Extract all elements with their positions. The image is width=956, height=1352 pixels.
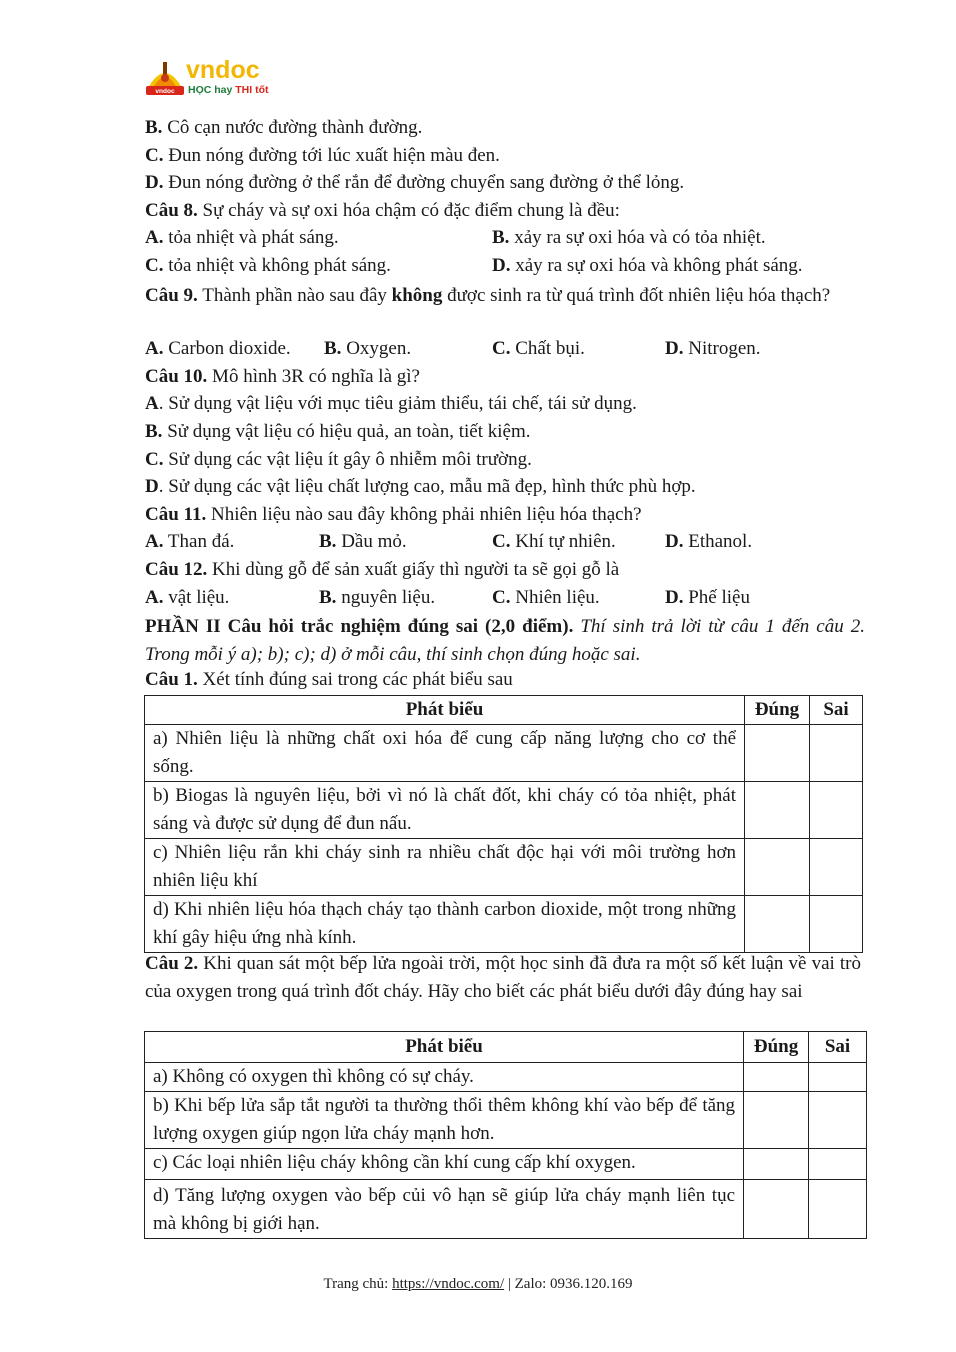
logo-tagline-2: THI tốt: [235, 84, 269, 96]
statement-a: a) Không có oxygen thì không có sự cháy.: [145, 1063, 744, 1092]
header-statement: Phát biểu: [145, 1032, 744, 1063]
tf-q1-stem: [145, 668, 513, 692]
question-label: Câu 9.: [145, 285, 198, 306]
q10-option-b: [145, 420, 531, 444]
option-text: Sử dụng các vật liệu ít gây ô nhiễm môi trường.: [168, 449, 532, 470]
question-label: Câu 8.: [145, 200, 198, 221]
option-letter: C.: [145, 255, 164, 276]
option-text: . Sử dụng vật liệu với mục tiêu giảm thiểu, tái chế, tái sử dụng.: [158, 393, 637, 414]
question-text: Sự cháy và sự oxi hóa chậm có đặc điểm chung là đều:: [202, 200, 620, 221]
header-false: Sai: [810, 696, 863, 725]
statement-d: d) Tăng lượng oxygen vào bếp củi vô hạn sẽ giúp lửa cháy mạnh liên tục mà không bị giới hạn.: [145, 1180, 744, 1239]
logo-tagline: [188, 84, 269, 96]
question-label: Câu 11.: [145, 504, 207, 525]
logo-badge-text: vndoc: [155, 88, 175, 95]
question-text: Khi dùng gỗ để sản xuất giấy thì người ta sẽ gọi gỗ là: [212, 559, 620, 580]
false-cell-b[interactable]: [809, 1092, 867, 1149]
question-text: Nhiên liệu nào sau đây không phải nhiên liệu hóa thạch?: [211, 504, 642, 525]
question-text: Mô hình 3R có nghĩa là gì?: [212, 366, 420, 387]
option-letter: C.: [145, 449, 164, 470]
part2-heading: [145, 613, 865, 668]
false-cell-d[interactable]: [810, 896, 863, 953]
question-label: Câu 2.: [145, 953, 199, 974]
option-letter: D: [145, 476, 159, 497]
option-text: Phế liệu: [688, 587, 750, 608]
table-row: [145, 725, 863, 782]
tf-q2-stem: [145, 950, 861, 1005]
option-letter: B.: [145, 117, 163, 138]
statement-c: c) Nhiên liệu rắn khi cháy sinh ra nhiều chất độc hại với môi trường hơn nhiên liệu khí: [145, 839, 745, 896]
true-cell-c[interactable]: [744, 1149, 809, 1180]
option-text: Khí tự nhiên.: [515, 531, 616, 552]
header-statement: Phát biểu: [145, 696, 745, 725]
q12-option-a: [145, 586, 229, 610]
option-letter: A.: [145, 587, 164, 608]
option-letter: A.: [145, 531, 164, 552]
question-text: Xét tính đúng sai trong các phát biểu sau: [202, 669, 513, 690]
false-cell-b[interactable]: [810, 782, 863, 839]
option-text: Sử dụng vật liệu có hiệu quả, an toàn, tiết kiệm.: [167, 421, 531, 442]
option-letter: B.: [319, 531, 337, 552]
footer-contact: | Zalo: 0936.120.169: [504, 1276, 633, 1292]
q8-option-d: [492, 254, 803, 278]
true-cell-c[interactable]: [745, 839, 810, 896]
logo-tagline-1: HỌC hay: [188, 84, 233, 96]
option-text: Nitrogen.: [688, 338, 761, 359]
option-letter: D.: [665, 338, 684, 359]
question-text: Thành phần nào sau đây: [202, 285, 387, 306]
q8-option-a: [145, 226, 339, 250]
footer-home-link[interactable]: https://vndoc.com/: [392, 1276, 505, 1292]
true-cell-b[interactable]: [745, 782, 810, 839]
q8-stem: [145, 199, 620, 223]
true-cell-b[interactable]: [744, 1092, 809, 1149]
question-label: Câu 10.: [145, 366, 208, 387]
option-letter: A.: [145, 227, 164, 248]
option-text: Chất bụi.: [515, 338, 585, 359]
option-text: Đun nóng đường ở thể rắn để đường chuyển sang đường ở thể lỏng.: [168, 172, 685, 193]
q10-option-d: [145, 475, 696, 499]
false-cell-d[interactable]: [809, 1180, 867, 1239]
option-text: xảy ra sự oxi hóa và không phát sáng.: [515, 255, 803, 276]
q9-option-c: [492, 337, 585, 361]
vndoc-logo: [144, 58, 284, 102]
q12-stem: [145, 558, 619, 582]
page-footer: [0, 1276, 956, 1293]
statement-d: d) Khi nhiên liệu hóa thạch cháy tạo thành carbon dioxide, một trong những khí gây hiệu ứng nhà kính.: [145, 896, 745, 953]
q8-option-c: [145, 254, 391, 278]
option-text: Dầu mỏ.: [341, 531, 407, 552]
table-header-row: [145, 696, 863, 725]
table-row: [145, 782, 863, 839]
false-cell-a[interactable]: [810, 725, 863, 782]
q9-option-d: [665, 337, 761, 361]
tf-q1-table: [144, 695, 863, 953]
q8-option-b: [492, 226, 766, 250]
q9-option-a: [145, 337, 291, 361]
option-text: Oxygen.: [346, 338, 412, 359]
q11-option-b: [319, 530, 407, 554]
option-text: tỏa nhiệt và không phát sáng.: [168, 255, 391, 276]
part2-title: PHẦN II Câu hỏi trắc nghiệm đúng sai (2,0 điểm).: [145, 616, 574, 637]
option-letter: D.: [665, 531, 684, 552]
false-cell-c[interactable]: [809, 1149, 867, 1180]
table-row: [145, 1180, 867, 1239]
q10-option-c: [145, 448, 532, 472]
statement-b: b) Biogas là nguyên liệu, bởi vì nó là chất đốt, khi cháy có tỏa nhiệt, phát sáng và được sử dụng để đun nấu.: [145, 782, 745, 839]
q12-option-b: [319, 586, 435, 610]
table-header-row: [145, 1032, 867, 1063]
part2-instruction: Thí sinh trả lời từ câu 1 đến câu 2. Trong mỗi ý a); b); c); d) ở mỗi câu, thí sinh chọn đúng hoặc sai.: [145, 616, 865, 665]
true-cell-a[interactable]: [745, 725, 810, 782]
question-text: được sinh ra từ quá trình đốt nhiên liệu hóa thạch?: [447, 285, 831, 306]
option-text: Than đá.: [167, 531, 235, 552]
logo-brand: vndoc: [186, 56, 260, 84]
option-text: Cô cạn nước đường thành đường.: [167, 117, 423, 138]
q10-option-a: [145, 392, 637, 416]
table-row: [145, 1063, 867, 1092]
option-letter: D.: [665, 587, 684, 608]
option-letter: C.: [492, 587, 511, 608]
q12-option-c: [492, 586, 600, 610]
logo-badge-icon: [144, 58, 186, 100]
q12-option-d: [665, 586, 750, 610]
q9-stem: [145, 282, 865, 310]
footer-prefix: Trang chủ:: [323, 1276, 393, 1292]
q7-option-c: [145, 144, 500, 168]
option-letter: B.: [145, 421, 163, 442]
tf-q2-table: [144, 1031, 867, 1239]
q11-option-a: [145, 530, 234, 554]
option-text: Ethanol.: [688, 531, 753, 552]
q7-option-b: [145, 116, 422, 140]
option-letter: A: [145, 393, 159, 414]
option-text: Đun nóng đường tới lúc xuất hiện màu đen.: [168, 145, 500, 166]
q9-option-b: [324, 337, 411, 361]
question-label: Câu 1.: [145, 669, 198, 690]
option-text: nguyên liệu.: [341, 587, 436, 608]
true-cell-d[interactable]: [744, 1180, 809, 1239]
option-text: Carbon dioxide.: [168, 338, 291, 359]
false-cell-c[interactable]: [810, 839, 863, 896]
option-text: . Sử dụng các vật liệu chất lượng cao, mẫu mã đẹp, hình thức phù hợp.: [158, 476, 696, 497]
false-cell-a[interactable]: [809, 1063, 867, 1092]
true-cell-a[interactable]: [744, 1063, 809, 1092]
question-emphasis: không: [391, 285, 443, 306]
question-text: Khi quan sát một bếp lửa ngoài trời, một học sinh đã đưa ra một số kết luận về vai trò của oxygen trong quá trình đốt cháy. Hãy cho biết các phát biểu dưới đây đúng hay sai: [145, 953, 862, 1002]
table-row: [145, 839, 863, 896]
option-text: Nhiên liệu.: [515, 587, 600, 608]
option-letter: B.: [319, 587, 337, 608]
option-text: vật liệu.: [168, 587, 230, 608]
statement-a: a) Nhiên liệu là những chất oxi hóa để cung cấp năng lượng cho cơ thể sống.: [145, 725, 745, 782]
option-letter: C.: [492, 531, 511, 552]
statement-b: b) Khi bếp lửa sắp tắt người ta thường thổi thêm không khí vào bếp để tăng lượng oxygen giúp ngọn lửa cháy mạnh hơn.: [145, 1092, 744, 1149]
header-true: Đúng: [745, 696, 810, 725]
statement-c: c) Các loại nhiên liệu cháy không cần khí cung cấp khí oxygen.: [145, 1149, 744, 1180]
option-text: tỏa nhiệt và phát sáng.: [168, 227, 339, 248]
q11-option-d: [665, 530, 752, 554]
table-row: [145, 1092, 867, 1149]
header-false: Sai: [809, 1032, 867, 1063]
option-letter: C.: [145, 145, 164, 166]
q7-option-d: [145, 171, 684, 195]
option-letter: B.: [324, 338, 342, 359]
option-letter: A.: [145, 338, 164, 359]
option-letter: D.: [492, 255, 511, 276]
table-row: [145, 896, 863, 953]
option-letter: C.: [492, 338, 511, 359]
header-true: Đúng: [744, 1032, 809, 1063]
option-letter: B.: [492, 227, 510, 248]
q11-stem: [145, 503, 642, 527]
q11-option-c: [492, 530, 616, 554]
question-label: Câu 12.: [145, 559, 208, 580]
q10-stem: [145, 365, 420, 389]
option-letter: D.: [145, 172, 164, 193]
option-text: xảy ra sự oxi hóa và có tỏa nhiệt.: [514, 227, 766, 248]
true-cell-d[interactable]: [745, 896, 810, 953]
table-row: [145, 1149, 867, 1180]
